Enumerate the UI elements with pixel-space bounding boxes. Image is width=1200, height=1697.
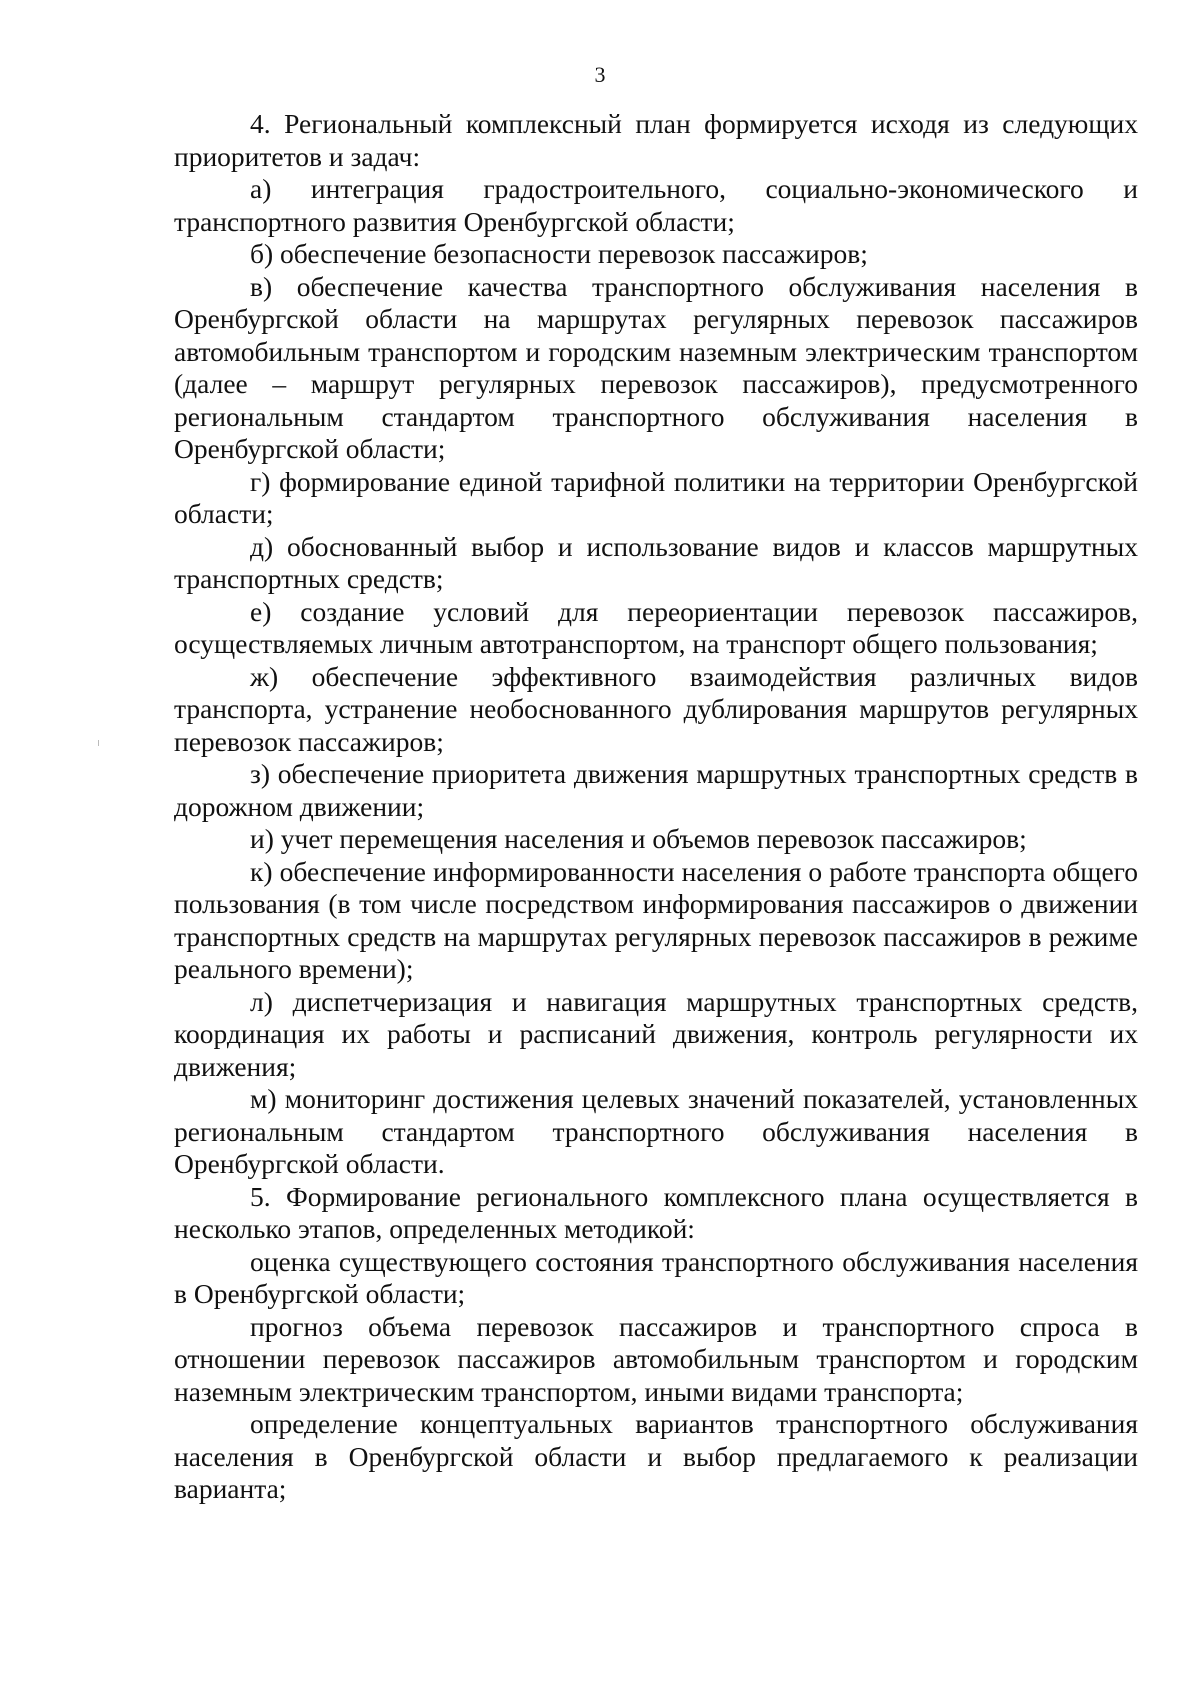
paragraph-4g: г) формирование единой тарифной политики на территории Оренбургской области; — [174, 465, 1138, 529]
paragraph-4m: м) мониторинг достижения целевых значений показателей, установленных региональным стандартом транспортного обслуживания населения в Оренбургской области. — [174, 1083, 1138, 1179]
paragraph-4i: и) учет перемещения населения и объемов перевозок пассажиров; — [250, 823, 1027, 854]
paragraph-4v: в) обеспечение качества транспортного обслуживания населения в Оренбургской области на маршрутах регулярных перевозок пассажиров автомобильным транспортом и городским наземным электрическим транспортом (далее – маршрут регулярных перевозок пассажиров), предусмотренного региональным стандартом транспортного обслуживания населения в Оренбургской области; — [174, 270, 1138, 464]
page-number: 3 — [594, 62, 606, 87]
paragraph-4l: л) диспетчеризация и навигация маршрутных транспортных средств, координация их работы и расписаний движения, контроль регулярности их движения; — [174, 985, 1138, 1082]
paragraph-4-intro: 4. Региональный комплексный план формируется исходя из следующих приоритетов и задач: — [174, 108, 1138, 172]
paragraph-4k: к) обеспечение информированности населения о работе транспорта общего пользования (в том числе посредством информирования пассажиров о движении транспортных средств на маршрутах регулярных перевозок пассажиров в режиме реального времени); — [174, 855, 1138, 984]
paragraph-4e: е) создание условий для переориентации перевозок пассажиров, осуществляемых личным автотранспортом, на транспорт общего пользования; — [174, 595, 1138, 659]
paragraph-4a: а) интеграция градостроительного, социально-экономического и транспортного развития Оренбургской области; — [174, 173, 1138, 237]
scan-artifact-mark — [98, 740, 99, 746]
paragraph-5-stage-concepts: определение концептуальных вариантов транспортного обслуживания населения в Оренбургской области и выбор предлагаемого к реализации варианта; — [174, 1408, 1138, 1504]
paragraph-5-stage-assessment: оценка существующего состояния транспортного обслуживания населения в Оренбургской области; — [174, 1245, 1138, 1309]
paragraph-4zh: ж) обеспечение эффективного взаимодействия различных видов транспорта, устранение необоснованного дублирования маршрутов регулярных перевозок пассажиров; — [174, 660, 1138, 757]
paragraph-5-stage-forecast: прогноз объема перевозок пассажиров и транспортного спроса в отношении перевозок пассажиров автомобильным транспортом и городским наземным электрическим транспортом, иными видами транспорта; — [174, 1310, 1138, 1407]
paragraph-4z: з) обеспечение приоритета движения маршрутных транспортных средств в дорожном движении; — [174, 758, 1138, 822]
paragraph-5-intro: 5. Формирование регионального комплексного плана осуществляется в несколько этапов, определенных методикой: — [174, 1180, 1138, 1244]
document-body — [174, 108, 1138, 1506]
paragraph-4b: б) обеспечение безопасности перевозок пассажиров; — [250, 238, 868, 269]
paragraph-4d: д) обоснованный выбор и использование видов и классов маршрутных транспортных средств; — [174, 530, 1138, 594]
